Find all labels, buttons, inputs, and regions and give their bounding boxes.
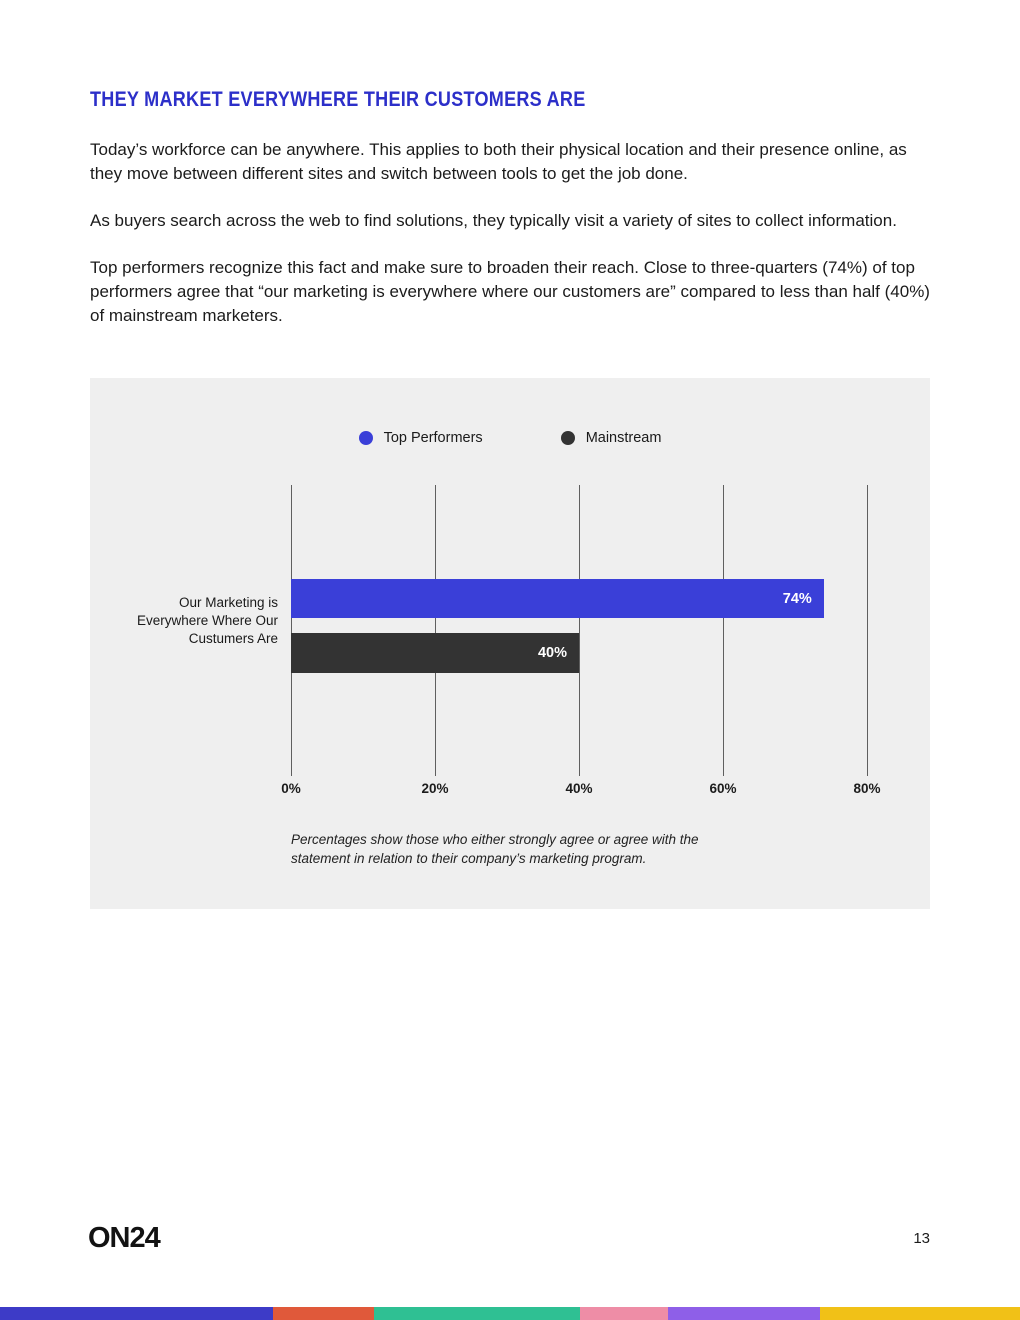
chart-footnote: Percentages show those who either strongly agree or agree with the statement in relation to their company’s marketing program.	[291, 832, 699, 866]
legend-item-mainstream	[561, 430, 662, 446]
stripe-segment-5	[820, 1307, 1020, 1320]
section-heading	[90, 88, 930, 112]
tick-label-60: 60%	[709, 781, 737, 796]
stripe-segment-1	[273, 1307, 374, 1320]
tick-label-80: 80%	[853, 781, 881, 796]
bar-value-mainstream: 40%	[537, 645, 567, 661]
bar-mainstream	[291, 633, 579, 673]
legend-dot-mainstream-icon	[561, 431, 575, 445]
category-label	[90, 594, 278, 648]
page-footer	[88, 1222, 930, 1255]
chart-legend	[90, 430, 930, 446]
footer-stripe	[0, 1307, 1020, 1320]
category-label-line-2: Everywhere Where Our	[136, 613, 278, 628]
gridline-80pct	[867, 485, 868, 776]
legend-item-top-performers	[359, 430, 483, 446]
gridline-20pct	[435, 485, 436, 776]
bar-value-top-performers: 74%	[782, 590, 812, 607]
gridline-0pct	[291, 485, 292, 776]
gridline-40pct	[579, 485, 580, 776]
page-number: 13	[913, 1230, 930, 1247]
category-label-line-3: Custumers Are	[188, 631, 278, 646]
gridline-60pct	[723, 485, 724, 776]
plot-area	[291, 485, 867, 776]
paragraph-top-performers: Top performers recognize this fact and make sure to broaden their reach. Close to three-quarters (74%) of top performers agree that “our marketing is everywhere where our customers are” compared to less than half (40%) of mainstream marketers.	[90, 258, 930, 325]
section-heading-text: THEY MARKET EVERYWHERE THEIR CUSTOMERS ARE	[90, 88, 586, 111]
paragraph-buyers: As buyers search across the web to find solutions, they typically visit a variety of sites to collect information.	[90, 211, 897, 230]
x-axis	[281, 781, 881, 799]
chart-panel	[90, 378, 930, 909]
paragraph-workforce: Today’s workforce can be anywhere. This applies to both their physical location and their presence online, as they move between different sites and switch between tools to get the job done.	[90, 140, 907, 183]
legend-label-top-performers: Top Performers	[383, 430, 483, 446]
bar-top-performers	[291, 579, 824, 618]
stripe-segment-3	[580, 1307, 668, 1320]
stripe-segment-2	[374, 1307, 580, 1320]
stripe-segment-0	[0, 1307, 273, 1320]
tick-label-40: 40%	[565, 781, 593, 796]
category-label-line-1: Our Marketing is	[178, 595, 278, 610]
legend-dot-top-performers-icon	[359, 431, 373, 445]
on24-logo: ON24	[88, 1222, 160, 1254]
stripe-segment-4	[668, 1307, 820, 1320]
tick-label-20: 20%	[421, 781, 449, 796]
tick-label-0: 0%	[281, 781, 301, 796]
legend-label-mainstream: Mainstream	[585, 430, 662, 446]
